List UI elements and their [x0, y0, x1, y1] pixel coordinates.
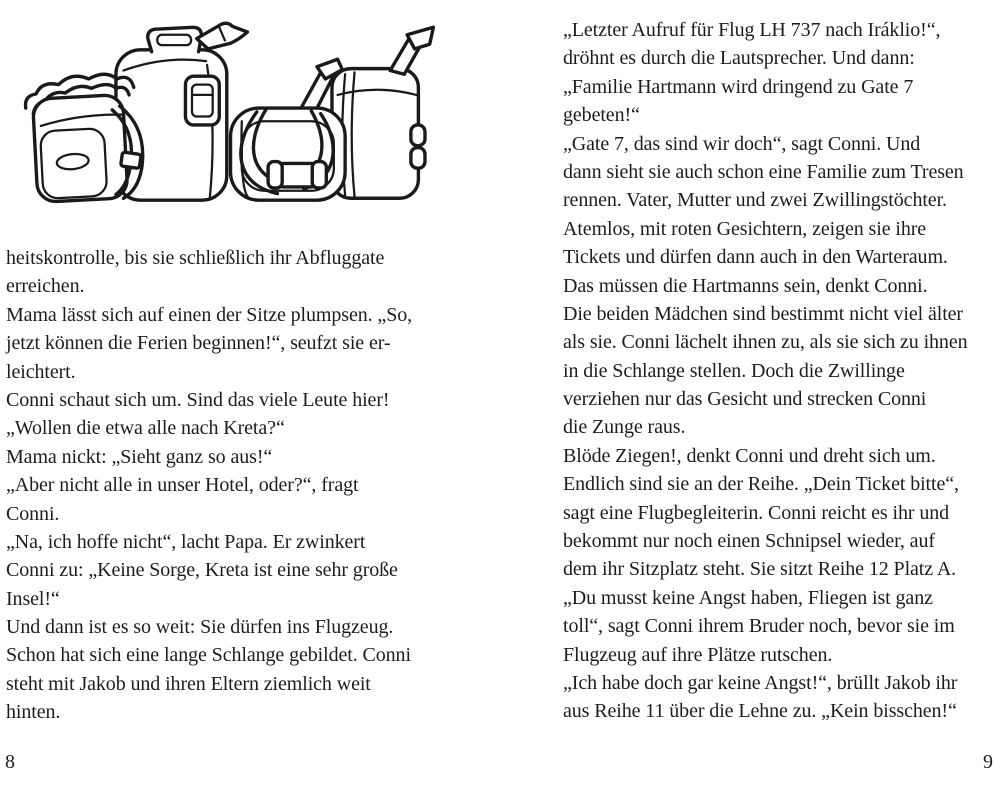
text-line: toll“, sagt Conni ihrem Bruder noch, bevor sie im [563, 615, 955, 638]
text-line: bekommt nur noch einen Schnipsel wieder, auf [563, 530, 935, 553]
text-line: Blöde Ziegen!, denkt Conni und dreht sich um. [563, 444, 936, 467]
text-line: „Letzter Aufruf für Flug LH 737 nach Iráklio!“, [563, 19, 941, 41]
text-line: Schon hat sich eine lange Schlange gebildet. Conni [6, 644, 411, 667]
text-line: „Na, ich hoffe nicht“, lacht Papa. Er zwinkert [6, 530, 366, 553]
text-line: als sie. Conni lächelt ihnen zu, als sie sich zu ihnen [563, 331, 968, 354]
text-line: Und dann ist es so weit: Sie dürfen ins Flugzeug. [6, 616, 394, 639]
text-line: Atemlos, mit roten Gesichtern, zeigen sie ihre [563, 217, 927, 240]
text-line: Endlich sind sie an der Reihe. „Dein Ticket bitte“, [563, 473, 959, 496]
luggage-illustration [22, 16, 440, 218]
text-line: „Familie Hartmann wird dringend zu Gate 7 [563, 75, 914, 98]
text-line: in die Schlange stellen. Doch die Zwillinge [563, 359, 905, 382]
text-line: Mama nickt: „Sieht ganz so aus!“ [6, 445, 273, 468]
text-line: „Gate 7, das sind wir doch“, sagt Conni. Und [563, 132, 921, 155]
text-line: Mama lässt sich auf einen der Sitze plumpsen. „So, [6, 303, 413, 326]
page-number-left: 8 [5, 751, 15, 773]
text-line: Insel!“ [6, 587, 60, 610]
text-line: hinten. [6, 701, 61, 724]
text-line: aus Reihe 11 über die Lehne zu. „Kein bisschen!“ [563, 700, 957, 723]
text-line: verziehen nur das Gesicht und strecken Conni [563, 388, 927, 411]
right-page-text [563, 16, 995, 726]
text-line: dann sieht sie auch schon eine Familie zum Tresen [563, 160, 964, 183]
text-line: Conni. [6, 502, 60, 525]
text-line: „Aber nicht alle in unser Hotel, oder?“, fragt [6, 474, 359, 497]
text-line: die Zunge raus. [563, 416, 686, 439]
text-line: „Du musst keine Angst haben, Fliegen ist ganz [563, 586, 933, 609]
text-line: gebeten!“ [563, 104, 640, 127]
text-line: „Wollen die etwa alle nach Kreta?“ [6, 417, 285, 440]
text-line: Conni schaut sich um. Sind das viele Leute hier! [6, 388, 390, 411]
text-line: steht mit Jakob und ihren Eltern ziemlich weit [6, 672, 371, 695]
travel-bag [231, 59, 346, 200]
text-line: rennen. Vater, Mutter und zwei Zwillingstöchter. [563, 189, 947, 212]
text-line: jetzt können die Ferien beginnen!“, seufzt sie er- [6, 332, 391, 355]
text-line: sagt eine Flugbegleiterin. Conni reicht es ihr und [563, 501, 950, 524]
left-page-text [6, 244, 470, 727]
text-line: heitskontrolle, bis sie schließlich ihr Abfluggate [6, 247, 385, 269]
text-line: leichtert. [6, 360, 76, 383]
text-line: Das müssen die Hartmanns sein, denkt Conni. [563, 274, 928, 297]
text-line: Conni zu: „Keine Sorge, Kreta ist eine sehr große [6, 559, 398, 582]
large-suitcase [116, 23, 248, 200]
text-line: „Ich habe doch gar keine Angst!“, brüllt Jakob ihr [563, 671, 958, 694]
luggage-drawing [22, 16, 440, 218]
page-number-right: 9 [983, 751, 993, 773]
text-line: dem ihr Sitzplatz steht. Sie sitzt Reihe 12 Platz A. [563, 558, 957, 581]
text-line: Die beiden Mädchen sind bestimmt nicht viel älter [563, 302, 963, 325]
text-line: Flugzeug auf ihre Plätze rutschen. [563, 643, 833, 666]
text-line: dröhnt es durch die Lautsprecher. Und dann: [563, 47, 915, 70]
text-line: erreichen. [6, 275, 85, 298]
right-suitcase [332, 27, 433, 198]
text-line: Tickets und dürfen dann auch in den Warteraum. [563, 246, 948, 269]
